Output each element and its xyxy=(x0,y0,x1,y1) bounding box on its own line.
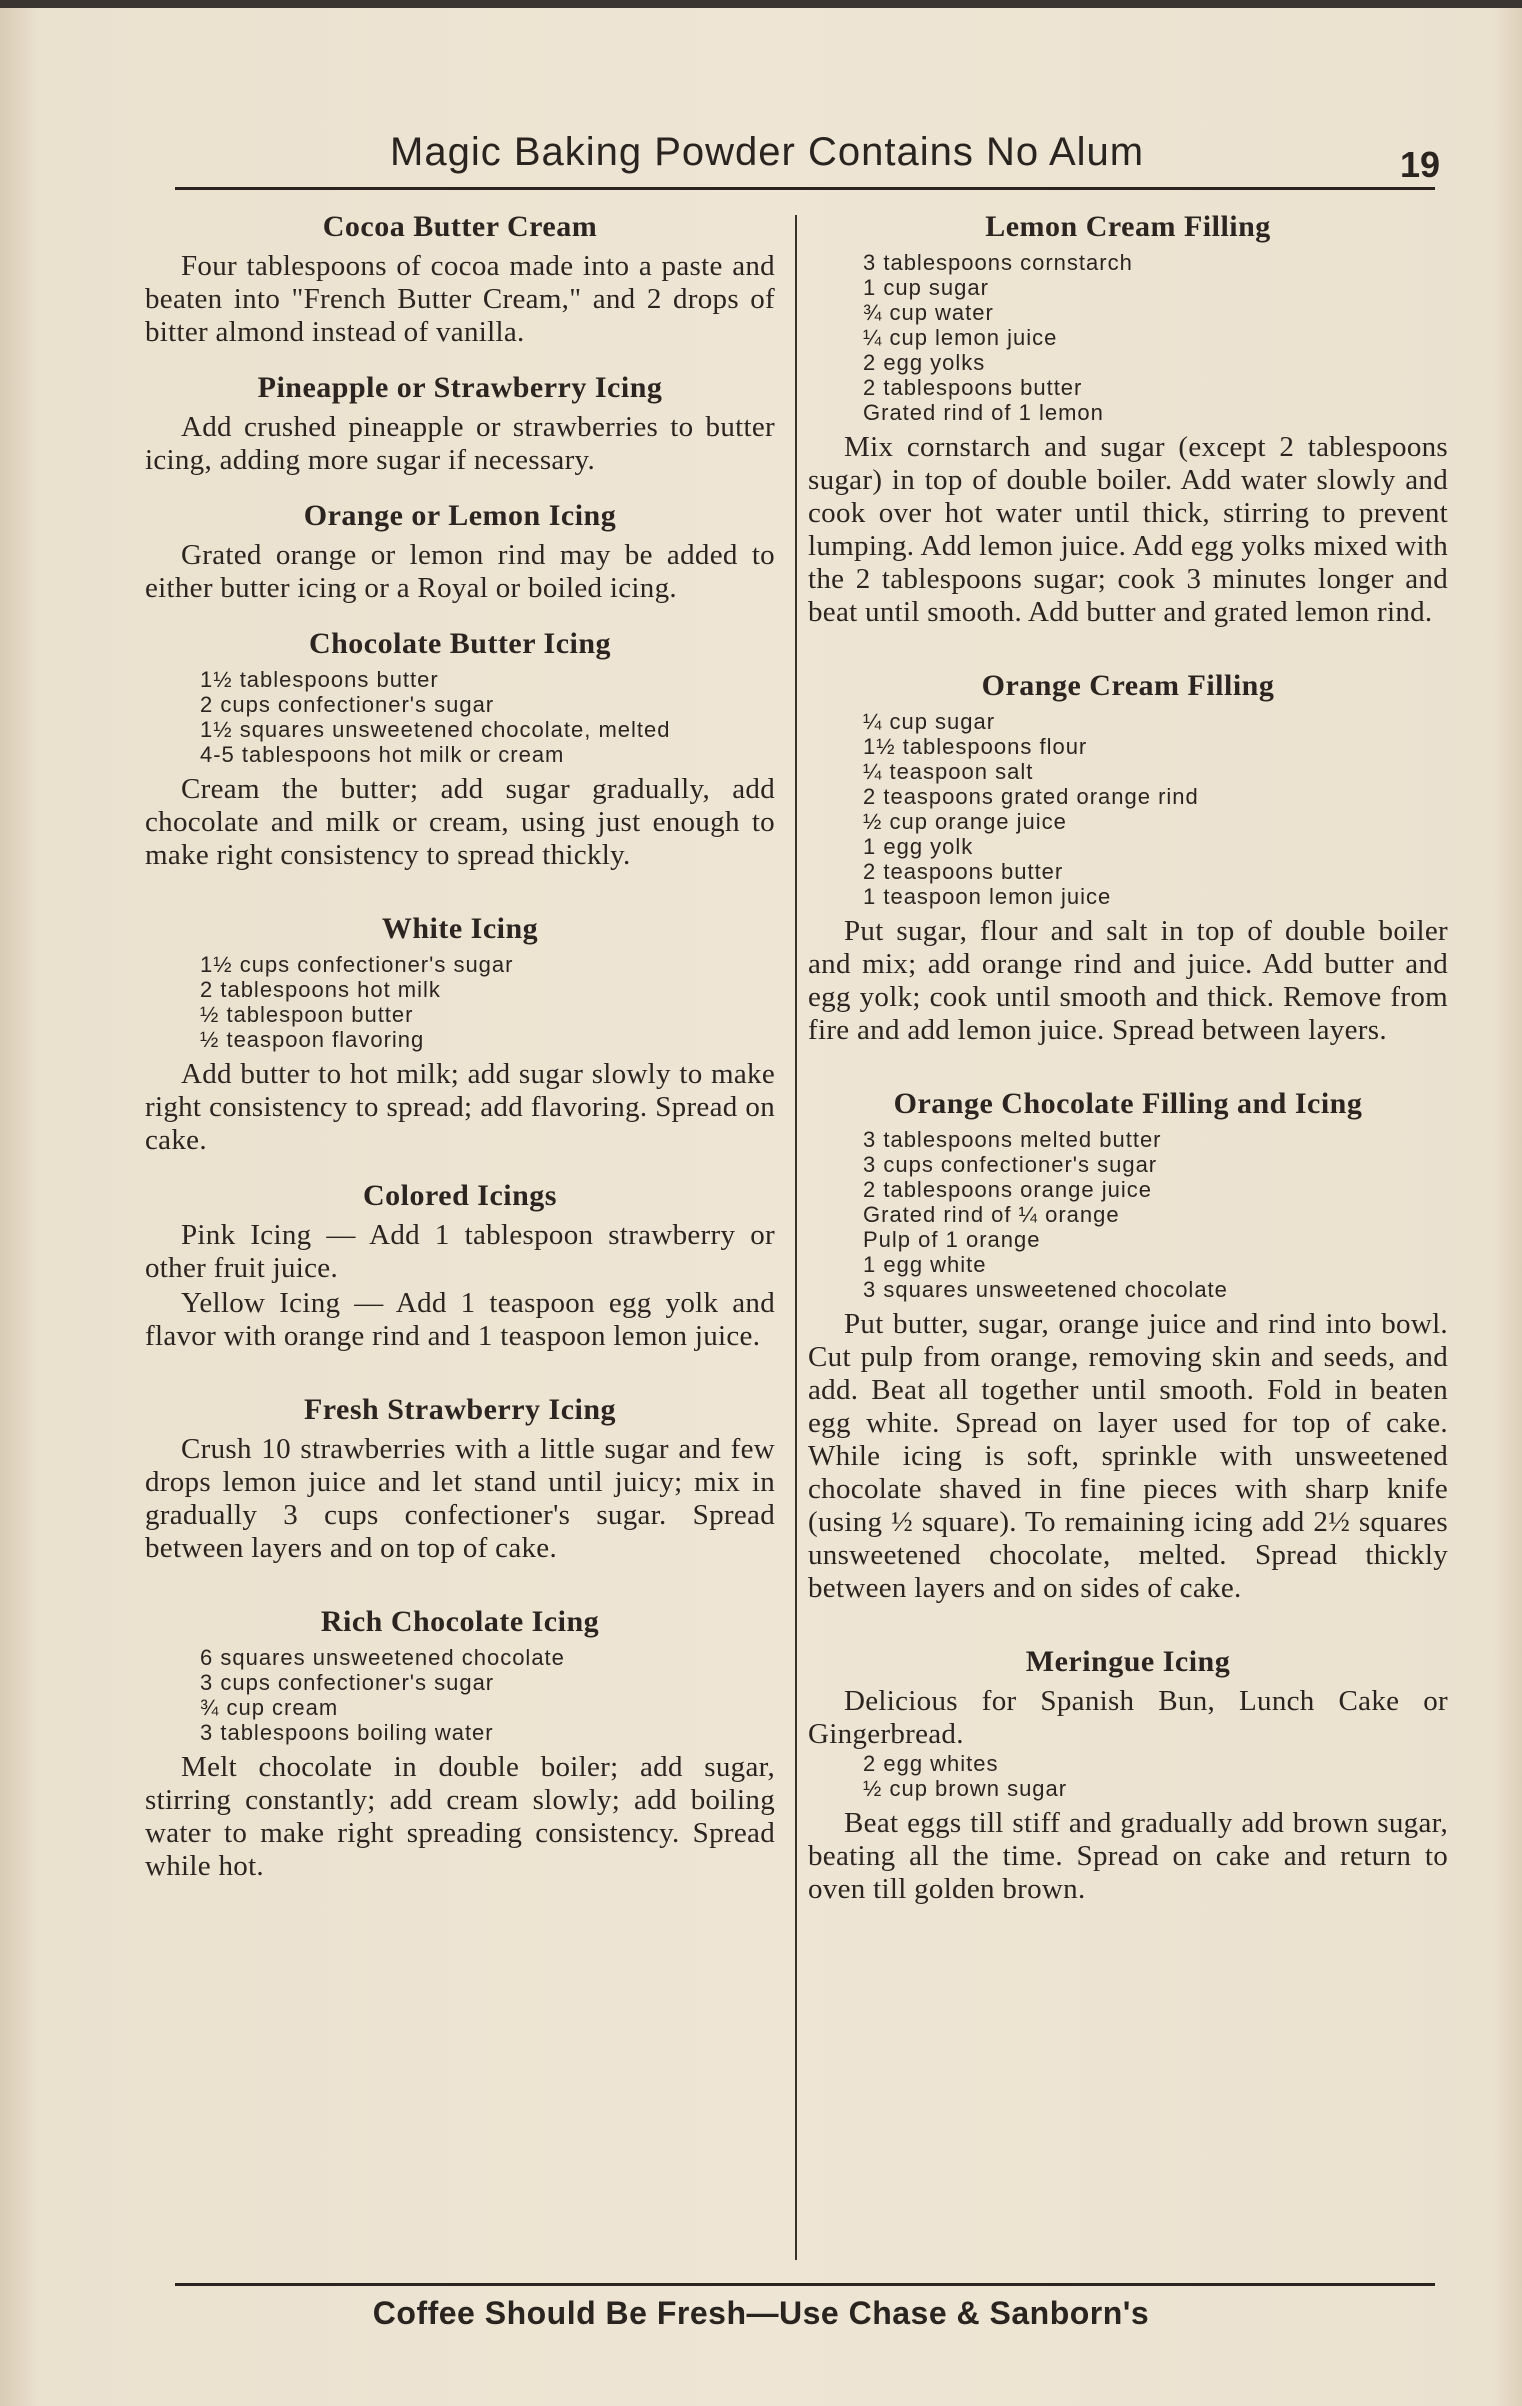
ingredient-list xyxy=(145,952,775,1052)
ingredient-list xyxy=(808,1127,1448,1302)
ingredient: ½ tablespoon butter xyxy=(200,1002,414,1027)
ingredient: ½ cup orange juice xyxy=(863,809,1067,834)
ingredient: 3 tablespoons melted butter xyxy=(863,1127,1162,1152)
recipe-meringue-icing xyxy=(808,1645,1448,1906)
ingredient: 2 egg yolks xyxy=(863,350,986,375)
ingredient: 6 squares unsweetened chocolate xyxy=(200,1645,565,1670)
top-edge xyxy=(0,0,1522,8)
column-divider xyxy=(795,215,797,2260)
recipe-title: Meringue Icing xyxy=(1025,1645,1231,1678)
ingredient-list xyxy=(145,1645,775,1745)
ingredient: 1½ squares unsweetened chocolate, melted xyxy=(200,717,671,742)
recipe-intro: Delicious for Spanish Bun, Lunch Cake or Gingerbread. xyxy=(808,1685,1448,1750)
ingredient: Grated rind of 1 lemon xyxy=(863,400,1104,425)
ingredient: 1 teaspoon lemon juice xyxy=(863,884,1112,909)
recipe-title: Chocolate Butter Icing xyxy=(308,627,612,660)
ingredient: ¼ teaspoon salt xyxy=(863,759,1034,784)
left-column xyxy=(145,210,775,1913)
ingredient-list xyxy=(808,709,1448,909)
ingredient: 2 tablespoons hot milk xyxy=(200,977,441,1002)
page-footer: Coffee Should Be Fresh—Use Chase & Sanborn's xyxy=(372,2295,1150,2331)
ingredient: 3 tablespoons cornstarch xyxy=(863,250,1133,275)
recipe-title: Orange Chocolate Filling and Icing xyxy=(893,1087,1363,1120)
ingredient-list xyxy=(808,1751,1448,1801)
ingredient: 1 egg white xyxy=(863,1252,987,1277)
recipe-directions: Beat eggs till stiff and gradually add brown sugar, beating all the time. Spread on cake and return to oven till golden brown. xyxy=(808,1807,1448,1905)
ingredient: ¾ cup cream xyxy=(200,1695,339,1720)
recipe-title: Rich Chocolate Icing xyxy=(320,1605,600,1638)
right-column xyxy=(808,210,1448,1936)
recipe-title: Cocoa Butter Cream xyxy=(322,210,598,243)
ingredient: Grated rind of ¼ orange xyxy=(863,1202,1120,1227)
ingredient-list xyxy=(145,667,775,767)
ingredient: ½ cup brown sugar xyxy=(863,1776,1068,1801)
ingredient: 2 teaspoons butter xyxy=(863,859,1064,884)
recipe-directions: Cream the butter; add sugar gradually, add chocolate and milk or cream, using just enough to make right consistency to spread thickly. xyxy=(145,773,775,871)
ingredient: ¼ cup lemon juice xyxy=(863,325,1058,350)
ingredient: 3 cups confectioner's sugar xyxy=(200,1670,495,1695)
ingredient: 2 tablespoons butter xyxy=(863,375,1083,400)
ingredient: 1½ cups confectioner's sugar xyxy=(200,952,514,977)
recipe-cocoa-butter-cream xyxy=(145,210,775,349)
ingredient: ¼ cup sugar xyxy=(863,709,996,734)
ingredient: ½ teaspoon flavoring xyxy=(200,1027,425,1052)
recipe-directions: Crush 10 strawberries with a little sugar and few drops lemon juice and let stand until juicy; mix in gradually 3 cups confectioner's sugar. Spread between layers and on top of cake. xyxy=(145,1433,775,1564)
recipe-title: Pineapple or Strawberry Icing xyxy=(257,371,663,404)
recipe-directions: Grated orange or lemon rind may be added to either butter icing or a Royal or boiled icing. xyxy=(145,539,775,604)
recipe-title: White Icing xyxy=(381,912,539,945)
recipe-title: Fresh Strawberry Icing xyxy=(303,1393,617,1426)
recipe-directions: Put butter, sugar, orange juice and rind into bowl. Cut pulp from orange, removing skin and seeds, and add. Beat all together until smooth. Fold in beaten egg white. Spread on layer used for top of cake. While icing is soft, sprinkle with unsweetened chocolate shaved in fine pieces with sharp knife (using ½ square). To remaining icing add 2½ squares unsweetened chocolate, melted. Spread thickly between layers and on sides of cake. xyxy=(808,1308,1448,1604)
recipe-colored-icings xyxy=(145,1179,775,1353)
recipe-white-icing xyxy=(145,912,775,1157)
ingredient: 2 egg whites xyxy=(863,1751,999,1776)
page-number: 19 xyxy=(1399,144,1440,185)
recipe-directions: Melt chocolate in double boiler; add sugar, stirring constantly; add cream slowly; add boiling water to make right spreading consistency. Spread while hot. xyxy=(145,1751,775,1882)
recipe-directions: Add butter to hot milk; add sugar slowly to make right consistency to spread; add flavoring. Spread on cake. xyxy=(145,1058,775,1156)
page-header xyxy=(180,130,1470,190)
recipe-orange-chocolate-filling xyxy=(808,1087,1448,1605)
ingredient: 1 cup sugar xyxy=(863,275,989,300)
yellow-icing-directions: Yellow Icing — Add 1 teaspoon egg yolk and flavor with orange rind and 1 teaspoon lemon juice. xyxy=(145,1287,775,1352)
recipe-title: Lemon Cream Filling xyxy=(985,210,1271,243)
ingredient: 2 teaspoons grated orange rind xyxy=(863,784,1199,809)
recipe-directions: Mix cornstarch and sugar (except 2 tablespoons sugar) in top of double boiler. Add water slowly and cook over hot water until thick, stirring to prevent lumping. Add lemon juice. Add egg yolks mixed with the 2 tablespoons sugar; cook 3 minutes longer and beat until smooth. Add butter and grated lemon rind. xyxy=(808,431,1448,628)
recipe-title: Orange or Lemon Icing xyxy=(303,499,617,532)
footer-rule xyxy=(175,2283,1435,2286)
recipe-pineapple-strawberry-icing xyxy=(145,371,775,477)
recipe-title: Orange Cream Filling xyxy=(981,669,1275,702)
recipe-lemon-cream-filling xyxy=(808,210,1448,629)
recipe-orange-lemon-icing xyxy=(145,499,775,605)
ingredient: 1½ tablespoons flour xyxy=(863,734,1088,759)
ingredient: 4-5 tablespoons hot milk or cream xyxy=(200,742,565,767)
recipe-title: Colored Icings xyxy=(363,1179,557,1212)
recipe-orange-cream-filling xyxy=(808,669,1448,1047)
ingredient: 2 tablespoons orange juice xyxy=(863,1177,1152,1202)
ingredient: Pulp of 1 orange xyxy=(863,1227,1041,1252)
recipe-directions: Add crushed pineapple or strawberries to butter icing, adding more sugar if necessary. xyxy=(145,411,775,476)
ingredient: 3 cups confectioner's sugar xyxy=(863,1152,1158,1177)
recipe-fresh-strawberry-icing xyxy=(145,1393,775,1565)
ingredient: 1 egg yolk xyxy=(863,834,974,859)
recipe-directions: Four tablespoons of cocoa made into a paste and beaten into "French Butter Cream," and 2 drops of bitter almond instead of vanilla. xyxy=(145,250,775,348)
ingredient: ¾ cup water xyxy=(863,300,994,325)
header-rule xyxy=(175,187,1435,190)
running-title: Magic Baking Powder Contains No Alum xyxy=(390,130,1145,174)
recipe-directions: Put sugar, flour and salt in top of double boiler and mix; add orange rind and juice. Add butter and egg yolk; cook until smooth and thick. Remove from fire and add lemon juice. Spread between layers. xyxy=(808,915,1448,1046)
ingredient: 2 cups confectioner's sugar xyxy=(200,692,495,717)
ingredient-list xyxy=(808,250,1448,425)
ingredient: 3 squares unsweetened chocolate xyxy=(863,1277,1228,1302)
pink-icing-directions: Pink Icing — Add 1 tablespoon strawberry or other fruit juice. xyxy=(145,1219,775,1284)
ingredient: 1½ tablespoons butter xyxy=(200,667,439,692)
recipe-chocolate-butter-icing xyxy=(145,627,775,872)
recipe-rich-chocolate-icing xyxy=(145,1605,775,1883)
ingredient: 3 tablespoons boiling water xyxy=(200,1720,494,1745)
